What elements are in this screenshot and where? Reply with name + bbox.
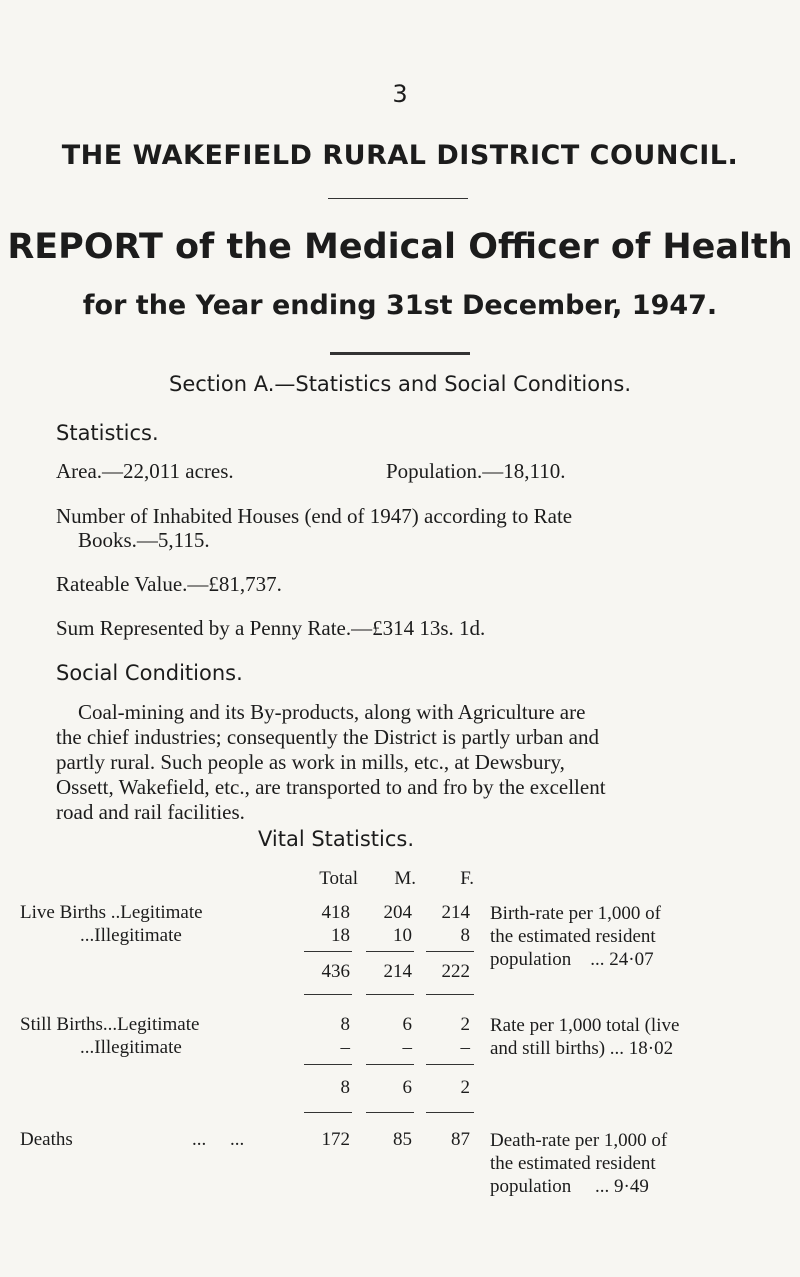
deaths-dots: ... ... [192,1129,245,1150]
col-header-m: M. [394,868,416,889]
divider-2 [330,352,470,355]
live-total-total: 436 [321,961,350,982]
divider-1 [328,198,468,199]
note-line: and still births) ... 18·02 [490,1038,674,1059]
still-illegit-m: – [402,1037,412,1058]
still-births-label: Still Births...Legitimate [20,1014,200,1035]
deaths-m: 85 [393,1129,412,1150]
still-legit-m: 6 [402,1014,412,1035]
report-subtitle: for the Year ending 31st December, 1947. [82,290,718,321]
still-legit-total: 8 [340,1014,350,1035]
paragraph-line: the chief industries; consequently the District is partly urban and [56,725,599,749]
vital-heading: Vital Statistics. [258,827,415,851]
area-text: Area.—22,011 acres. [56,459,234,483]
paragraph-line: road and rail facilities. [56,800,245,824]
sum-rule [426,951,474,952]
sum-rule [366,1112,414,1113]
note-line: Rate per 1,000 total (live [490,1015,680,1036]
penny-rate: Sum Represented by a Penny Rate.—£314 13s. 1d. [56,616,486,640]
deaths-f: 87 [451,1129,470,1150]
still-total-total: 8 [340,1077,350,1098]
paragraph-line: Ossett, Wakefield, etc., are transported to and fro by the excellent [56,775,606,799]
statistics-heading: Statistics. [56,421,159,445]
live-total-m: 214 [383,961,412,982]
paragraph-line: Coal-mining and its By-products, along with Agriculture are [78,700,586,724]
still-legit-f: 2 [460,1014,470,1035]
live-legit-m: 204 [383,902,412,923]
social-heading: Social Conditions. [56,661,243,685]
live-legit-total: 418 [321,902,350,923]
rateable-value: Rateable Value.—£81,737. [56,572,282,596]
report-title: REPORT of the Medical Officer of Health [7,227,793,267]
death-rate-note [490,1129,667,1198]
col-header-f: F. [460,868,474,889]
sum-rule [426,1064,474,1065]
council-title: THE WAKEFIELD RURAL DISTRICT COUNCIL. [61,140,739,171]
still-births-illegit-label: ...Illegitimate [80,1037,182,1058]
sum-rule [304,1112,352,1113]
live-total-f: 222 [441,961,470,982]
live-illegit-f: 8 [460,925,470,946]
sum-rule [304,1064,352,1065]
note-line: Death-rate per 1,000 of [490,1130,668,1151]
sum-rule [304,994,352,995]
still-illegit-total: – [340,1037,350,1058]
col-header-total: Total [319,868,358,889]
sum-rule [366,1064,414,1065]
live-illegit-total: 18 [331,925,350,946]
still-total-m: 6 [402,1077,412,1098]
sum-rule [426,994,474,995]
birth-rate-note [490,902,661,971]
note-line: population ... 9·49 [490,1176,649,1197]
sum-rule [426,1112,474,1113]
paragraph-line: partly rural. Such people as work in mills, etc., at Dewsbury, [56,750,565,774]
deaths-label: Deaths [20,1129,73,1150]
still-total-f: 2 [460,1077,470,1098]
social-paragraph [56,700,746,825]
sum-rule [366,951,414,952]
live-births-illegit-label: ...Illegitimate [80,925,182,946]
houses-line-2: Books.—5,115. [78,528,210,552]
population-text: Population.—18,110. [386,459,566,483]
houses-line-1: Number of Inhabited Houses (end of 1947) according to Rate [56,504,573,528]
note-line: population ... 24·07 [490,949,654,970]
still-rate-note [490,1014,679,1060]
sum-rule [366,994,414,995]
note-line: the estimated resident [490,1153,656,1174]
live-illegit-m: 10 [393,925,412,946]
live-legit-f: 214 [441,902,470,923]
live-births-label: Live Births ..Legitimate [20,902,203,923]
section-heading: Section A.—Statistics and Social Conditions. [169,372,631,396]
note-line: Birth-rate per 1,000 of [490,903,661,924]
deaths-total: 172 [321,1129,350,1150]
sum-rule [304,951,352,952]
still-illegit-f: – [460,1037,470,1058]
note-line: the estimated resident [490,926,656,947]
page-number: 3 [392,80,408,108]
